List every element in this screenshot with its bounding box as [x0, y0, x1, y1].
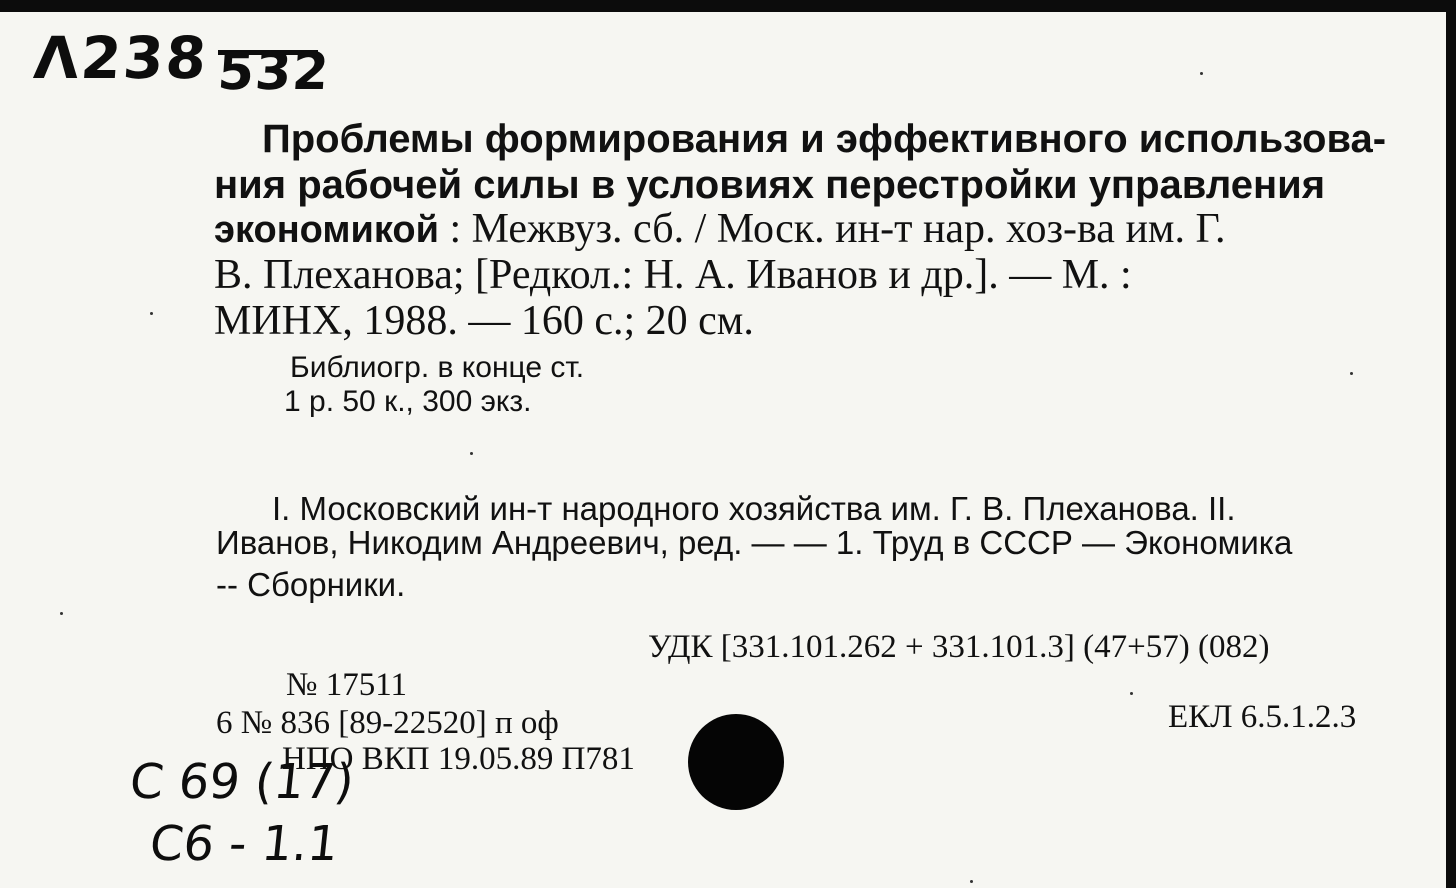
- title-line-1: Проблемы формирования и эффективного использова-: [262, 117, 1387, 161]
- udk-code: УДК [331.101.262 + 331.101.3] (47+57) (082): [648, 629, 1270, 665]
- bibliography-note: Библиогр. в конце ст.: [290, 351, 585, 384]
- call-number-secondary: 532: [215, 42, 332, 102]
- tracing-line-3: -- Сборники.: [216, 566, 406, 603]
- printing-info: НПО ВКП 19.05.89 П781: [282, 741, 635, 777]
- title-line-4: В. Плеханова; [Редкол.: Н. А. Иванов и др.]. — М. :: [214, 252, 1132, 298]
- imprint-line: МИНХ, 1988. — 160 с.; 20 см.: [214, 298, 754, 344]
- tracing-line-1: I. Московский ин-т народного хозяйства им. Г. В. Плеханова. II.: [272, 490, 1236, 527]
- title-line-3-rest: : Межвуз. сб. / Моск. ин-т нар. хоз-ва им. Г.: [438, 206, 1226, 252]
- price-note: 1 р. 50 к., 300 экз.: [284, 385, 532, 418]
- record-number: № 17511: [286, 667, 408, 703]
- speck: [60, 612, 63, 615]
- speck: [470, 452, 473, 455]
- title-line-3-bold: экономикой: [214, 209, 439, 251]
- speck: [1130, 692, 1133, 695]
- speck: [150, 312, 153, 315]
- order-number: 6 № 836 [89-22520] п оф: [216, 705, 559, 741]
- call-number-handwritten: Λ238: [31, 24, 211, 92]
- speck: [970, 880, 973, 883]
- speck: [1200, 72, 1203, 75]
- ekl-code: ЕКЛ 6.5.1.2.3: [1168, 699, 1357, 735]
- card-punch-hole: [688, 714, 784, 810]
- title-line-3: [214, 206, 1226, 253]
- handwritten-shelfmark-2: С6 - 1.1: [147, 816, 342, 872]
- handwritten-shelfmark-1: С 69 (17): [127, 754, 357, 810]
- tracing-line-2: Иванов, Никодим Андреевич, ред. — — 1. Труд в СССР — Экономика: [216, 524, 1293, 561]
- title-line-2: ния рабочей силы в условиях перестройки управления: [214, 163, 1326, 207]
- speck: [1350, 372, 1353, 375]
